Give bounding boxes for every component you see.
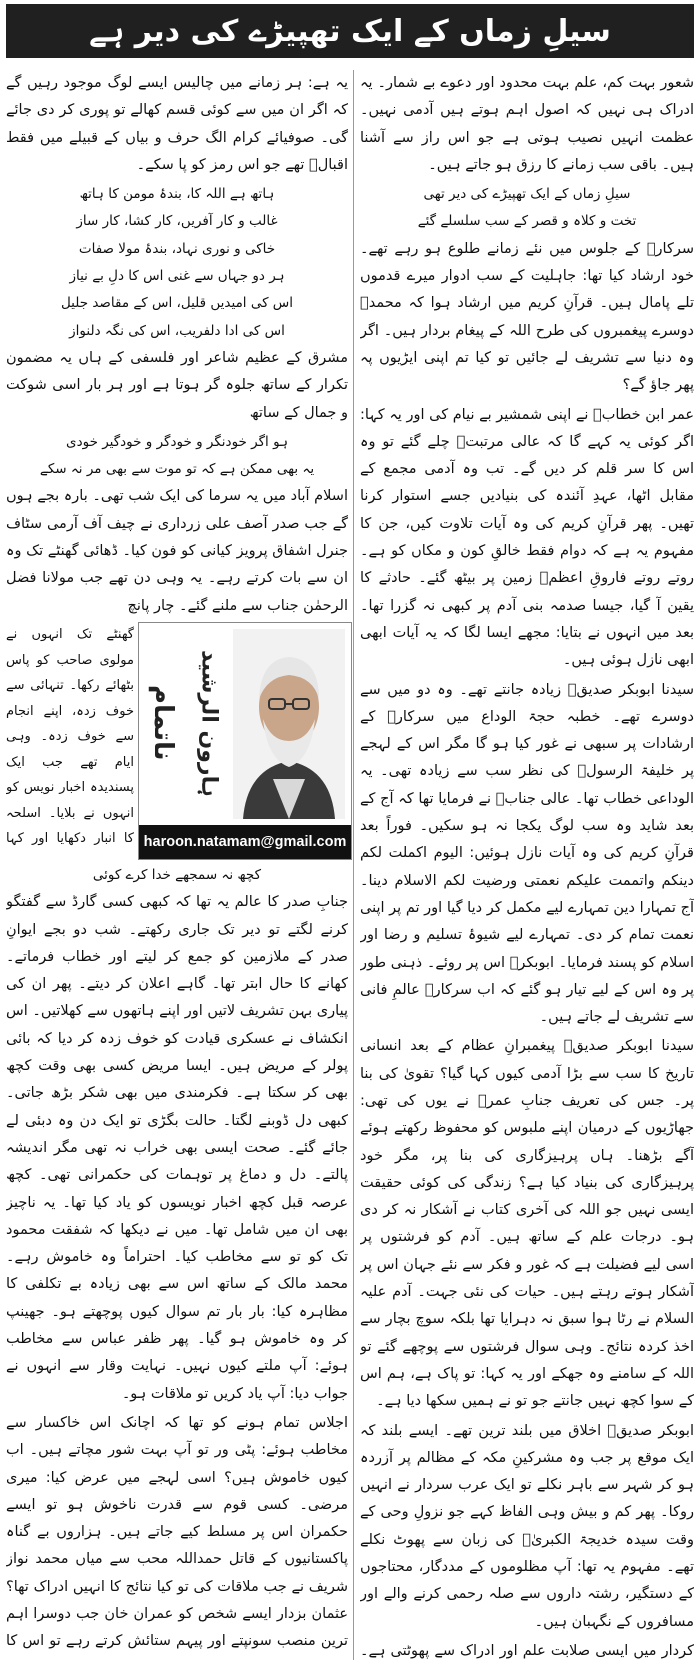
right-para-6: ابوبکر صدیقؓ اخلاق میں بلند ترین تھے۔ ایسے بلند کہ ایک موقع پر جب وہ مشرکینِ مکہ کے مظالم پر آزردہ ہو کر شہر سے باہر نکلے تو ایک عرب سردار نے انہیں روکا۔ پھر کم و بیش وہی الفاظ کہے جو نزولِ وحی کے وقت سیدہ خدیجۃ الکبریٰؓ کی زبان سے پھوٹ نکلے تھے۔ مفہوم یہ تھا: آپ مظلوموں کے مددگار، محتاجوں کے دستگیر، رشتہ داروں سے صلہ رحمی کرنے والے اور مسافروں کے نگہبان ہیں۔: [360, 1422, 694, 1630]
left-column-bottom: [6, 862, 348, 1660]
iqbal-verse-1: ہاتھ ہے اللہ کا، بندۂ مومن کا ہاتھ: [79, 186, 275, 203]
author-email[interactable]: haroon.natamam@gmail.com: [139, 825, 351, 859]
verse-line-1: سیلِ زماں کے ایک تھپیڑے کی دیر تھی: [423, 186, 631, 203]
left-column-top: [6, 70, 348, 622]
ghalib-verse: کچھ نہ سمجھے خدا کرے کوئی: [92, 867, 262, 883]
author-box: [138, 622, 352, 860]
right-para-3: عمر ابن خطابؓ نے اپنی شمشیر بے نیام کی اور یہ کہا: اگر کوئی یہ کہے گا کہ عالی مرتبتؐ چلے گئے تو وہ اس کا سر قلم کر دیں گے۔ تب وہ آدمی مجمع کے مقابل اٹھا، عہدِ آئندہ کی بنیادیں جسے استوار کرنا تھیں۔ پھر قرآنِ کریم کی وہ آیات تلاوت کیں، جن کا مفہوم یہ ہے کہ دوام فقط خالقِ کون و مکاں کو ہے۔ روتے روتے فاروقِ اعظمؓ زمین پر بیٹھ گئے۔ حادثے کا یقین آ گیا، جیسا صدمہ بنی آدم پر کبھی نہ گزرا تھا۔ بعد میں انہوں نے بتایا: مجھے ایسا لگا کہ یہ آیات ابھی ابھی نازل ہوئی ہیں۔: [360, 406, 694, 669]
column-name: ناتمام: [148, 685, 178, 761]
left-column-middle: [6, 622, 134, 852]
iqbal-verse-2: غالب و کار آفریں، کار کشا، کار ساز: [76, 213, 278, 230]
right-para-7: کردار میں ایسی صلابت علم اور ادراک سے پھوٹتی ہے۔: [360, 1642, 694, 1659]
right-para-2: سرکارؐ کے جلوس میں نئے زمانے طلوع ہو رہے تھے۔ خود ارشاد کیا تھا: جاہلیت کے سب ادوار میرے قدموں تلے پامال ہیں۔ قرآنِ کریم میں ارشاد ہوا کہ محمدؐ دوسرے پیغمبروں کی طرح اللہ کے پیغام بردار ہیں۔ اگر وہ دنیا سے تشریف لے جائیں تو کیا تم اپنی ایڑیوں پہ پھر جاؤ گے؟: [360, 240, 694, 394]
iqbal-verse-5: اس کی امیدیں قلیل، اس کے مقاصد جلیل: [60, 295, 294, 312]
left-bottom-para-2: اجلاس تمام ہونے کو تھا کہ اچانک اس خاکسار سے مخاطب ہوئے: پٹی ور تو آپ بہت شور مچاتے ہیں۔ اب کیوں خاموش ہیں؟ اسی لہجے میں عرض کیا: میری مرضی۔ کسی قوم سے قدرت ناخوش ہو تو ایسے حکمران اس پر مسلط کیے جاتے ہیں۔ ہزاروں بے گناہ پاکستانیوں کے قاتل حمداللہ محب سے میاں محمد نواز شریف نے جب ملاقات کی تو کیا نتائج کا انہیں ادراک تھا؟ عثمان بزدار ایسے شخص کو عمران خان جب دوسرا اہم ترین منصب سونپتے اور پیہم ستائش کرتے رہے تو اس کا: [6, 1414, 348, 1650]
column-divider: [353, 70, 354, 1660]
iqbal-verse-8: یہ بھی ممکن ہے کہ تو موت سے بھی مر نہ سکے: [39, 461, 315, 478]
right-column: [360, 70, 694, 1660]
left-mid-para: گھنٹے تک انہوں نے مولوی صاحب کو پاس بٹھائے رکھا۔ تنہائی سے خوف زدہ، اپنے انجام سے خوف زدہ۔ وہی ایام تھے جب ایک پسندیدہ اخبار نویس کو انہوں نے بلایا۔ اسلحہ کا انبار دکھایا اور کہا: [6, 627, 134, 846]
iqbal-verse-7: ہو اگر خودنگر و خودگر و خودگیر خودی: [66, 433, 288, 450]
left-para-2: مشرق کے عظیم شاعر اور فلسفی کے ہاں یہ مضمون تکرار کے ساتھ جلوہ گر ہوتا ہے اور ہر بار اسی شوکت و جمال کے ساتھ: [6, 349, 348, 421]
author-portrait: [233, 629, 345, 819]
iqbal-verse-6: اس کی ادا دلفریب، اس کی نگہ دلنواز: [69, 322, 285, 339]
left-intro: یہ ہے: ہر زمانے میں چالیس ایسے لوگ موجود رہیں گے کہ اگر ان میں سے کوئی قسم کھالے تو پوری کر دی جائے گی۔ صوفیائے کرام الگ حرف و بیاں کے قبیلے میں فقط اقبالؒ تھے جو اس رمز کو پا سکے۔: [6, 75, 348, 173]
iqbal-verse-4: ہر دو جہاں سے غنی اس کا دلِ بے نیاز: [69, 268, 285, 285]
left-para-3: اسلام آباد میں یہ سرما کی ایک شب تھی۔ بارہ بجے ہوں گے جب صدر آصف علی زرداری نے چیف آف آرمی سٹاف جنرل اشفاق پرویز کیانی کو فون کیا۔ ڈھائی گھنٹے تک وہ ان سے بات کرتے رہے۔ یہ وہی دن تھے جب مولانا فضل الرحمٰن جناب سے ملنے گئے۔ چار پانچ: [6, 488, 348, 614]
verse-line-2: تخت و کلاہ و قصر کے سب سلسلے گئے: [417, 213, 637, 230]
author-name: ہارون الرشید: [196, 649, 222, 797]
headline: سیلِ زماں کے ایک تھپیڑے کی دیر ہے: [6, 4, 694, 58]
iqbal-verse-3: خاکی و نوری نہاد، بندۂ مولا صفات: [78, 240, 276, 257]
right-para-5: سیدنا ابوبکر صدیقؓ پیغمبرانِ عظام کے بعد انسانی تاریخ کا سب سے بڑا آدمی کیوں کہا گیا؟ تقویٰ کی بنا پر۔ جس کی تعریف جنابِ عمرؓ نے یوں کی تھی: جھاڑیوں کے درمیان اپنے ملبوس کو محفوظ رکھتے ہوئے آگے بڑھنا۔ ہاں پرہیزگاری کی بنا پر، مگر خود پرہیزگاری کی بنیاد کیا ہے؟ زندگی کی کوئی حقیقت ایسی نہیں جو اللہ کی آخری کتاب نے آشکار نہ کر دی ہو۔ درجات علم کے ساتھ ہیں۔ آدم کو فرشتوں پر اسی لیے فضیلت ہے کہ غور و فکر سے نئے جہان اس پر آشکار ہوتے رہتے ہیں۔ حیات کی نئی جہت۔ آدم علیہ السلام نے رٹا ہوا سبق نہ دہرایا تھا بلکہ سوچ بچار سے اخذ کردہ نتائج۔ وہی سوال فرشتوں سے پوچھے گئے تو اللہ کے سامنے وہ جھکے اور یہ کہا: تو پاک ہے، ہم اس کے سوا کچھ نہیں جانتے جو تو نے ہمیں سکھا دیا ہے۔: [360, 1038, 694, 1410]
right-para-1: شعور بہت کم، علم بہت محدود اور دعوے بے شمار۔ یہ ادراک ہی نہیں کہ اصول اہم ہوتے ہیں آدمی نہیں۔ عظمت انہیں نصیب ہوتی ہے جو اس راز سے آشنا ہیں۔ باقی سب زمانے کا رزق ہو جاتے ہیں۔: [360, 75, 694, 173]
left-bottom-para-1: جنابِ صدر کا عالم یہ تھا کہ کبھی کسی گارڈ سے گفتگو کرنے لگتے تو دیر تک جاری رکھتے۔ شب دو بجے ایوانِ صدر کے ملازمین کو جمع کر لیتے اور خطاب فرماتے۔ کھانے کا حال ابتر تھا۔ گاہے اعلان کر دیتے۔ پھر ان کی پیاری بہن تشریف لاتیں اور اپنے ہاتھوں سے کھلاتیں۔ اس انکشاف نے عسکری قیادت کو خوف زدہ کر دیا کہ بائی پولر کے مریض ہیں۔ ایسا مریض کسی بھی وقت کچھ بھی کر سکتا ہے۔ فکرمندی میں بھی شکر بڑھ جاتی۔ کبھی دل ڈوبنے لگتا۔ حالت بگڑی تو ایک دن وہ دبئی لے جائے گئے۔ صحت ایسی بھی خراب نہ تھی مگر اندیشہ پالتے۔ دل و دماغ پر توہمات کی حکمرانی تھی۔ کچھ عرصہ قبل کچھ اخبار نویسوں کو یاد کیا تھا۔ یہ ناچیز بھی ان میں شامل تھا۔ میں نے دیکھا کہ شفقت محمود تک کو تو سے مخاطب کیا۔ احتراماً وہ خاموش رہے۔ محمد مالک کے ساتھ اس سے بھی زیادہ بے تکلفی کا مظاہرہ کیا: بار بار تم سوال کیوں پوچھتے ہو۔ جھینپ کر وہ خاموش ہو گیا۔ پھر ظفر عباس سے مخاطب ہوئے: آپ ملتے کیوں نہیں۔ نہایت وقار سے انہوں نے جواب دیا: آپ یاد کریں تو ملاقات ہو۔: [6, 894, 348, 1402]
right-para-4: سیدنا ابوبکر صدیقؓ زیادہ جانتے تھے۔ وہ دو میں سے دوسرے تھے۔ خطبہ حجۃ الوداع میں سرکارؐ کے ارشادات پر سبھی نے غور کیا ہو گا مگر اس کے لہجے پر خلیفۃ الرسولؐ کی نظر سب سے زیادہ تھی۔ یہ الوداعی خطاب تھا۔ عالی جنابؐ نے فرمایا تھا کہ آج کے بعد شاید وہ سب لوگ یکجا نہ ہو سکیں۔ فوراً بعد قرآنِ کریم کی وہ آیات نازل ہوئیں: الیوم اکملت لکم دینکم واتممت علیکم نعمتی ورضیت لکم الاسلام دینا۔ آج تمہارا دین تمہارے لیے مکمل کر دیا گیا اور تم پر اپنی نعمت تمام کر دی۔ تمہارے لیے شیوۂ تسلیم و رضا اور اسلام کو پسند فرمایا۔ ابوبکرؓ اس پر روئے۔ ذہنی طور پر وہ اس کے لیے تیار ہو گئے کہ اب سرکارؐ عالمِ فانی سے تشریف لے جاتے ہیں۔: [360, 681, 694, 1026]
